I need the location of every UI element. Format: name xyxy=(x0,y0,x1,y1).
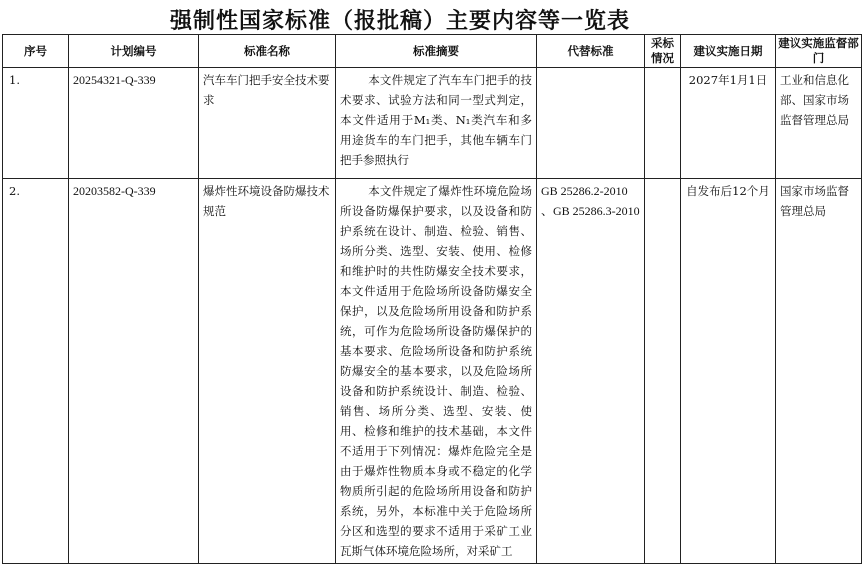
cell-adoption xyxy=(645,68,681,179)
cell-summary xyxy=(336,179,537,564)
cell-adoption xyxy=(645,179,681,564)
header-row xyxy=(3,35,862,68)
header-adoption: 采标情况 xyxy=(645,35,681,68)
page-title: 强制性国家标准（报批稿）主要内容等一览表 xyxy=(169,8,630,34)
cell-replaces xyxy=(537,68,645,179)
table-row xyxy=(3,68,862,179)
cell-replaces: GB 25286.2-2010 、GB 25286.3-2010 xyxy=(537,179,645,564)
summary-text: 本文件规定了爆炸性环境危险场所设备防爆保护要求，以及设备和防护系统在设计、制造、检验、销售、场所分类、选型、安装、使用、检修和维护时的共性防爆安全技术要求，本文件适用于危险场所设备防爆安全保护，以及危险场所用设备和防护系统，可作为危险场所设备防爆保护的基本要求、危险场所设备和防护系统防爆安全的基本要求，以及危险场所设备和防护系统设计、制造、检验、销售、场所分类、选型、安装、使用、检修和维护的技术基础，本文件不适用于下列情况：爆炸危险完全是由于爆炸性物质本身或不稳定的化学物质所引起的危险场所用设备和防护系统，另外，本标准中关于危险场所分区和选型的要求不适用于采矿工业瓦斯气体环境危险场所，对采矿工 xyxy=(340,184,532,558)
cell-dept: 国家市场监督管理总局 xyxy=(776,179,862,564)
cell-summary xyxy=(336,68,537,179)
header-impl-date: 建议实施日期 xyxy=(681,35,776,68)
cell-seq: 1. xyxy=(3,68,69,179)
cell-impl-date: 2027年1月1日 xyxy=(681,68,776,179)
header-plan-no: 计划编号 xyxy=(69,35,199,68)
cell-seq: 2. xyxy=(3,179,69,564)
header-std-name: 标准名称 xyxy=(199,35,336,68)
cell-impl-date: 自发布后12个月 xyxy=(681,179,776,564)
cell-plan-no: 20203582-Q-339 xyxy=(69,179,199,564)
cell-dept: 工业和信息化部、国家市场监督管理总局 xyxy=(776,68,862,179)
summary-text: 本文件规定了汽车车门把手的技术要求、试验方法和同一型式判定，本文件适用于M₁类、N₁类汽车和多用途货车的车门把手，其他车辆车门把手参照执行 xyxy=(340,73,532,167)
standards-table xyxy=(2,34,862,564)
cell-std-name: 爆炸性环境设备防爆技术规范 xyxy=(199,179,336,564)
header-replaces: 代替标准 xyxy=(537,35,645,68)
cell-plan-no: 20254321-Q-339 xyxy=(69,68,199,179)
header-dept: 建议实施监督部门 xyxy=(776,35,862,68)
header-summary: 标准摘要 xyxy=(336,35,537,68)
cell-std-name: 汽车车门把手安全技术要求 xyxy=(199,68,336,179)
header-seq: 序号 xyxy=(3,35,69,68)
table-row xyxy=(3,179,862,564)
